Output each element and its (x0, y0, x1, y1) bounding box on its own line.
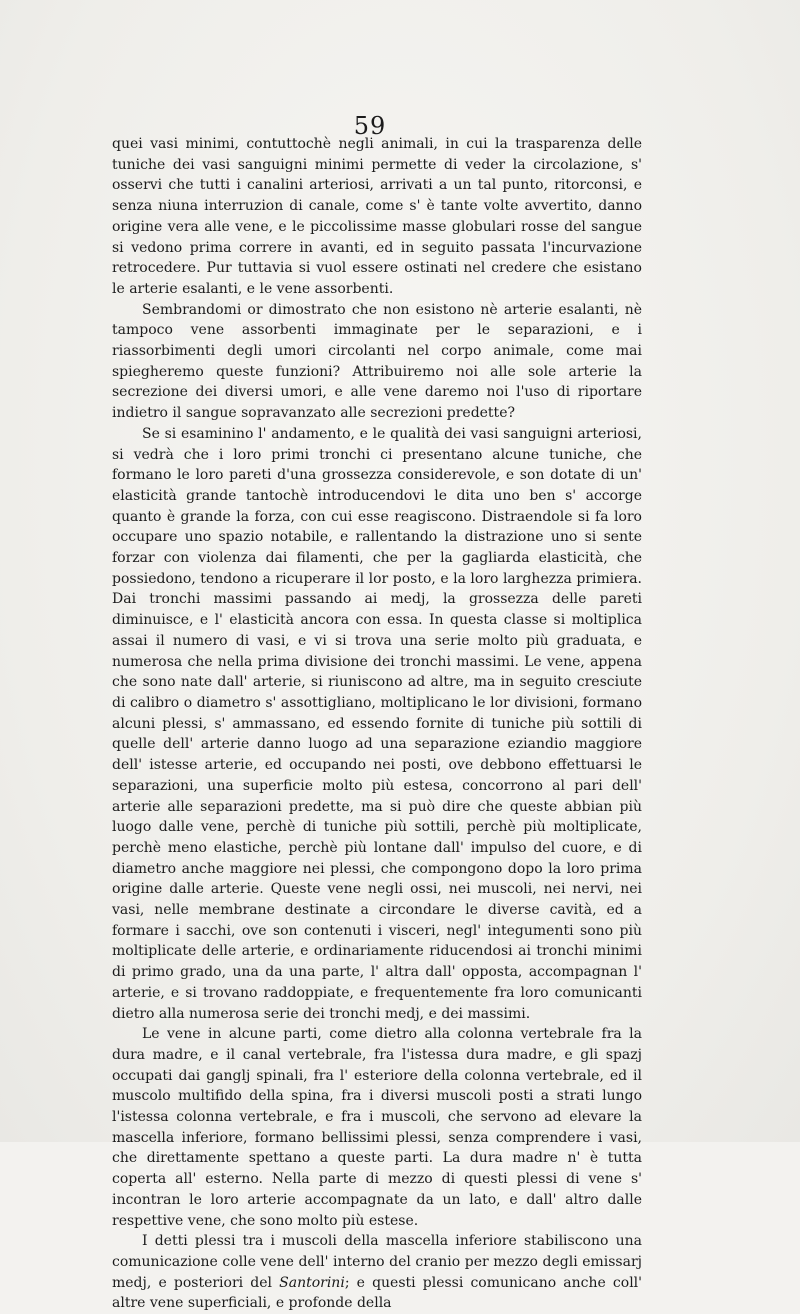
paragraph-5-text-before: I detti plessi tra i muscoli della mascella inferiore stabiliscono una comunicazione colle vene dell' interno del cranio per mezzo degli emissarj medj, e posteriori del (112, 1233, 642, 1291)
page-number: 59 (353, 112, 387, 140)
paragraph-5-text-after: ; e questi plessi comunicano anche coll' altre vene superficiali, e profonde della (112, 1274, 643, 1312)
paragraph-4: Le vene in alcune parti, come dietro alla colonna vertebrale fra la dura madre, e il canal vertebrale, fra l'istessa dura madre, e gli spazj occupati dai ganglj spinali, fra l' esteriore della colonna vertebrale, ed il muscolo multifido della spina, fra i diversi muscoli posti a strati lungo l'istessa colonna vertebrale, e fra i muscoli, che servono ad elevare la mascella inferiore, formano bellissimi plessi, senza comprendere i vasi, che direttamente spettano a queste parti. La dura madre n' è tutta coperta all' esterno. Nella parte di mezzo di questi plessi di vene s' incontran le loro arterie accompagnate da un lato, e dall' altro dalle respettive vene, che sono molto più estese. (112, 1026, 642, 1229)
paragraph-1: quei vasi minimi, contuttochè negli animali, in cui la trasparenza delle tuniche dei vasi sanguigni minimi permette di veder la circolazione, s' osservi che tutti i canalini arteriosi, arrivati a un tal punto, ritorconsi, e senza niuna interruzion di canale, come s' è tante volte avvertito, danno origine vera alle vene, e le piccolissime masse globulari rosse del sangue si vedono prima correre in avanti, ed in seguito passata l'incurvazione retrocedere. Pur tuttavia si vuol essere ostinati nel credere che esistano le arterie esalanti, e le vene assorbenti. (112, 136, 642, 297)
paragraph-5 (112, 1231, 642, 1314)
body-text (112, 134, 642, 1314)
paragraph-3: Se si esaminino l' andamento, e le qualità dei vasi sanguigni arteriosi, si vedrà che i loro primi tronchi ci presentano alcune tuniche, che formano le loro pareti d'una grossezza considerevole, e son dotate di un' elasticità grande tantochè introducendovi le dita uno ben s' accorge quanto è grande la forza, con cui esse reagiscono. Distraendole si fa loro occupare uno spazio notabile, e rallentando la distrazione uno si sente forzar con violenza dai filamenti, che per la gagliarda elasticità, che possiedono, tendono a ricuperare il lor posto, e la loro larghezza primiera. Dai tronchi massimi passando ai medj, la grossezza delle pareti diminuisce, e l' elasticità ancora con essa. In questa classe si moltiplica assai il numero di vasi, e vi si trova una serie molto più graduata, e numerosa che nella prima divisione dei tronchi massimi. Le vene, appena che sono nate dall' arterie, si riuniscono ad altre, ma in seguito cresciute di calibro o diametro s' assottigliano, moltiplicano le lor divisioni, formano alcuni plessi, s' ammassano, ed essendo fornite di tuniche più sottili di quelle dell' arterie danno luogo ad una separazione eziandio maggiore dell' istesse arterie, ed occupando nei posti, ove debbono effettuarsi le separazioni, una superficie molto più estesa, concorrono al pari dell' arterie alle separazioni predette, ma si può dire che queste abbian più luogo dalle vene, perchè di tuniche più sottili, perchè più moltiplicate, perchè meno elastiche, perchè più lontane dall' impulso del cuore, e di diametro anche maggiore nei plessi, che compongono dopo la loro prima origine dalle arterie. Queste vene negli ossi, nei muscoli, nei nervi, nei vasi, nelle membrane destinate a circondare le diverse cavità, ed a formare i sacchi, ove son contenuti i visceri, negl' integumenti sono più moltiplicate delle arterie, e ordinariamente riducendosi ai tronchi minimi di primo grado, una da una parte, l' altra dall' opposta, accompagnan l' arterie, e si trovano raddoppiate, e frequentemente fra loro comunicanti dietro alla numerosa serie dei tronchi medj, e dei massimi. (112, 425, 642, 1022)
paragraph-2: Sembrandomi or dimostrato che non esistono nè arterie esalanti, nè tampoco vene assorbenti immaginate per le separazioni, e i riassorbimenti degli umori circolanti nel corpo animale, come mai spiegheremo queste funzioni? Attribuiremo noi alle sole arterie la secrezione dei diversi umori, e alle vene daremo noi l'uso di riportare indietro il sangue sopravanzato alle secrezioni predette? (112, 301, 642, 422)
paragraph-5-italic-name: Santorini (279, 1274, 345, 1291)
